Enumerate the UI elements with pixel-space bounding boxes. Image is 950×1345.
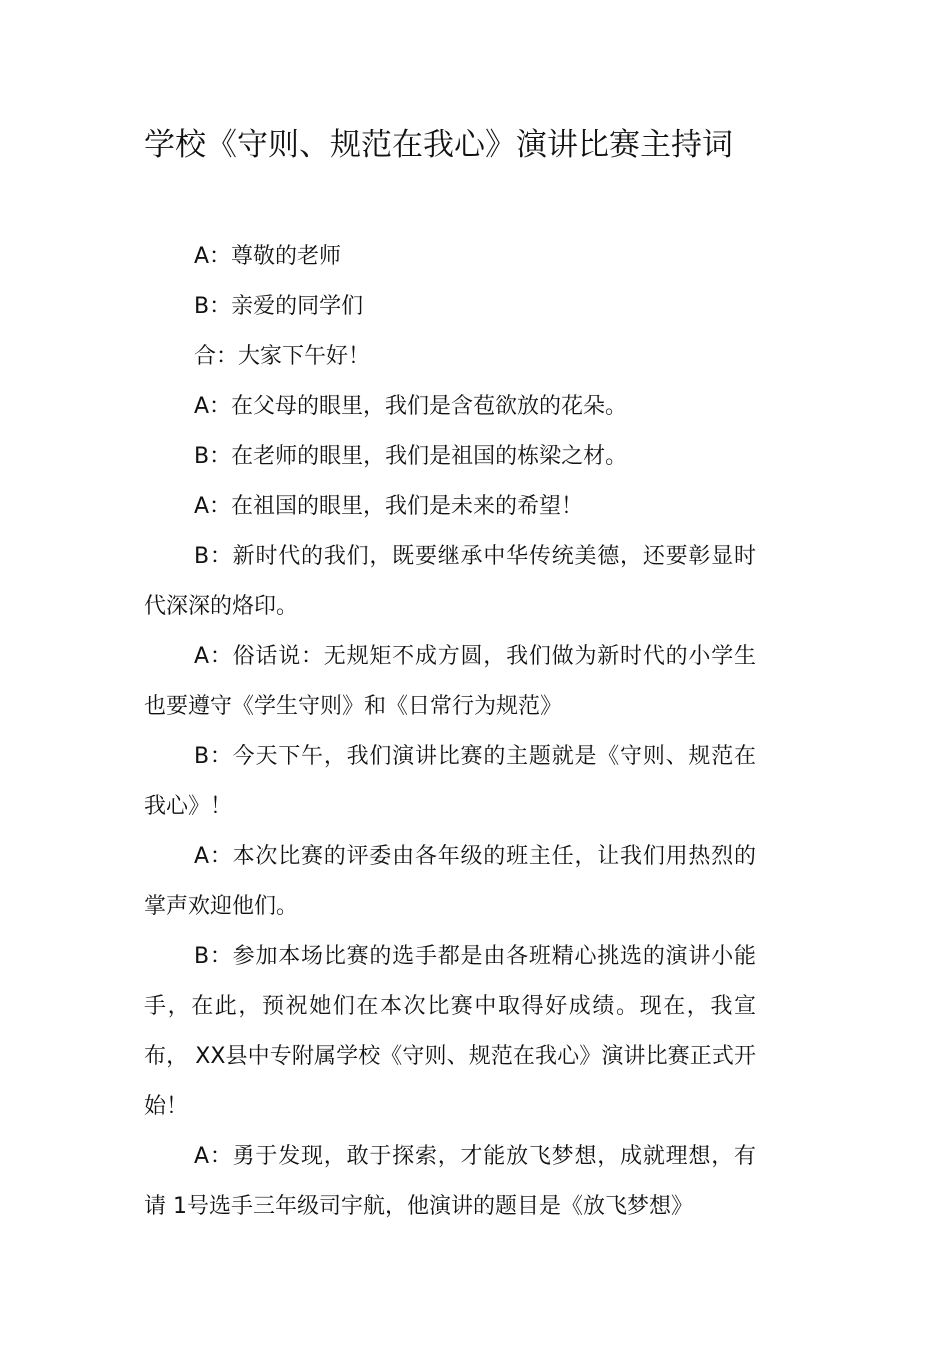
paragraph: A：在祖国的眼里，我们是未来的希望！ [194, 494, 584, 519]
paragraph: B：亲爱的同学们 [194, 294, 364, 319]
paragraph: B：参加本场比赛的选手都是由各班精心挑选的演讲小能手，在此，预祝她们在本次比赛中取得好成绩。现在，我宣布， XX县中专附属学校《守则、规范在我心》演讲比赛正式开始！ [144, 944, 756, 1119]
paragraph: A：勇于发现，敢于探索，才能放飞梦想，成就理想，有请 1号选手三年级司宇航，他演讲的题目是《放飞梦想》 [144, 1144, 756, 1219]
paragraph: B：今天下午，我们演讲比赛的主题就是《守则、规范在我心》！ [144, 744, 756, 819]
paragraph: B：新时代的我们，既要继承中华传统美德，还要彰显时代深深的烙印。 [144, 544, 756, 619]
paragraph: A：尊敬的老师 [194, 244, 342, 269]
document-body [144, 232, 756, 1232]
paragraph: B：在老师的眼里，我们是祖国的栋梁之材。 [194, 444, 628, 469]
paragraph: A：俗话说：无规矩不成方圆，我们做为新时代的小学生也要遵守《学生守则》和《日常行为规范》 [144, 644, 756, 719]
paragraph: A：在父母的眼里，我们是含苞欲放的花朵。 [194, 394, 628, 419]
document-title: 学校《守则、规范在我心》演讲比赛主持词 [144, 127, 733, 163]
paragraph: 合：大家下午好！ [194, 344, 371, 369]
paragraph: A：本次比赛的评委由各年级的班主任，让我们用热烈的掌声欢迎他们。 [144, 844, 756, 919]
